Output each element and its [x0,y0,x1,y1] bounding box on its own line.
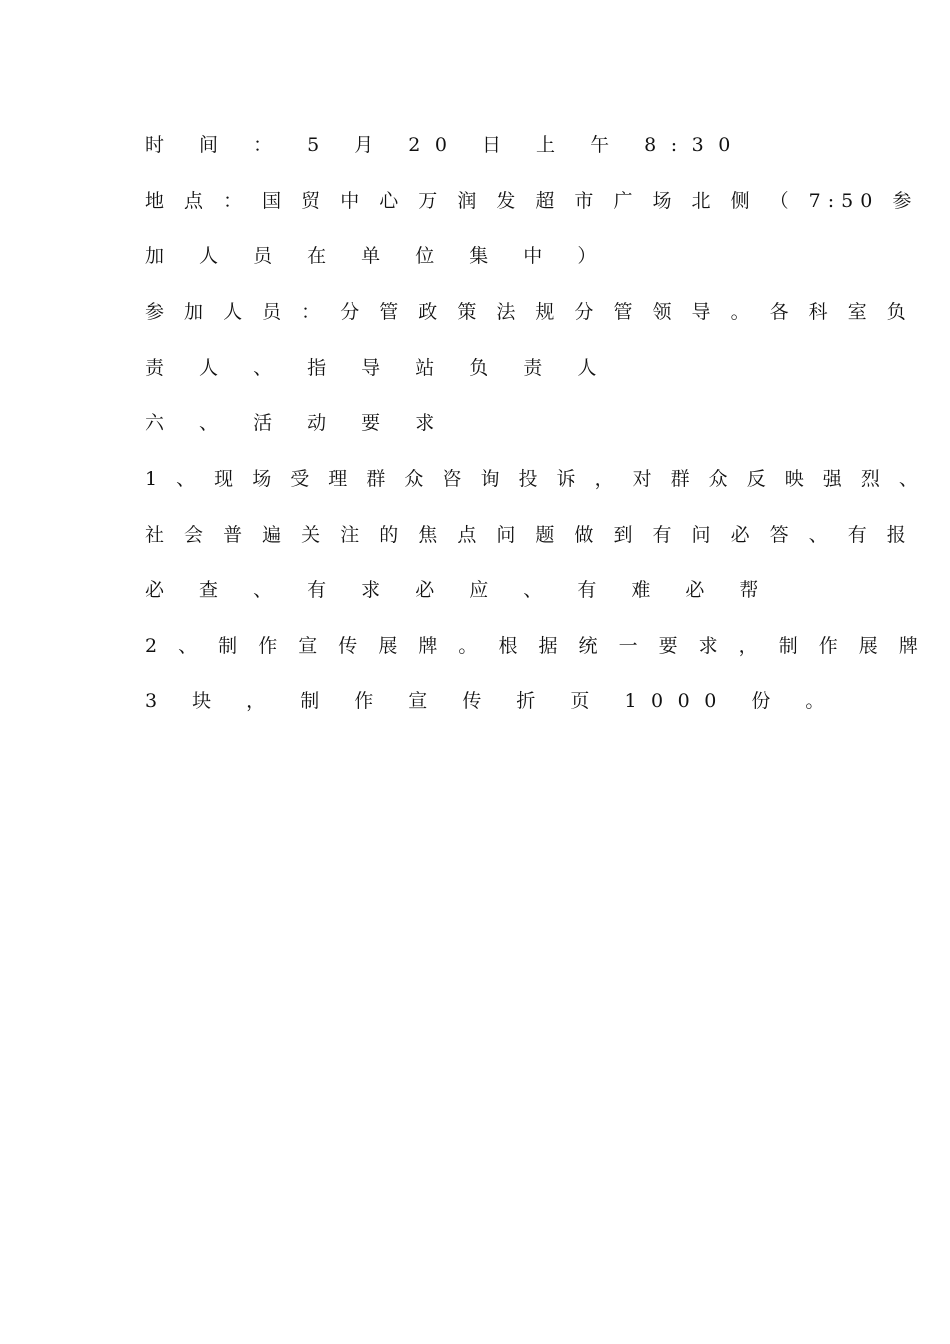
requirement-1-cont-2: 必 查 、 有 求 必 应 、 有 难 必 帮 [145,579,773,601]
requirement-1-line: 1 、 现 场 受 理 群 众 咨 询 投 诉 ， 对 群 众 反 映 强 烈 、 [145,468,925,490]
time-line: 时 间 ： 5 月 20 日 上 午 8:30 [145,134,745,156]
participants-line-cont: 责 人 、 指 导 站 负 责 人 [145,357,611,379]
requirement-1-cont: 社 会 普 遍 关 注 的 焦 点 问 题 做 到 有 问 必 答 、 有 报 [145,524,913,546]
requirement-2-cont: 3 块 ， 制 作 宣 传 折 页 1000 份 。 [145,690,839,712]
location-line: 地 点 ： 国 贸 中 心 万 润 发 超 市 广 场 北 侧 （ 7:50 参 [145,190,919,212]
section-heading: 六 、 活 动 要 求 [145,412,449,434]
participants-line: 参 加 人 员 ： 分 管 政 策 法 规 分 管 领 导 。 各 科 室 负 [145,301,913,323]
requirement-2-line: 2 、 制 作 宣 传 展 牌 。 根 据 统 一 要 求 ， 制 作 展 牌 [145,635,926,657]
location-line-cont: 加 人 员 在 单 位 集 中 ） [145,245,611,267]
